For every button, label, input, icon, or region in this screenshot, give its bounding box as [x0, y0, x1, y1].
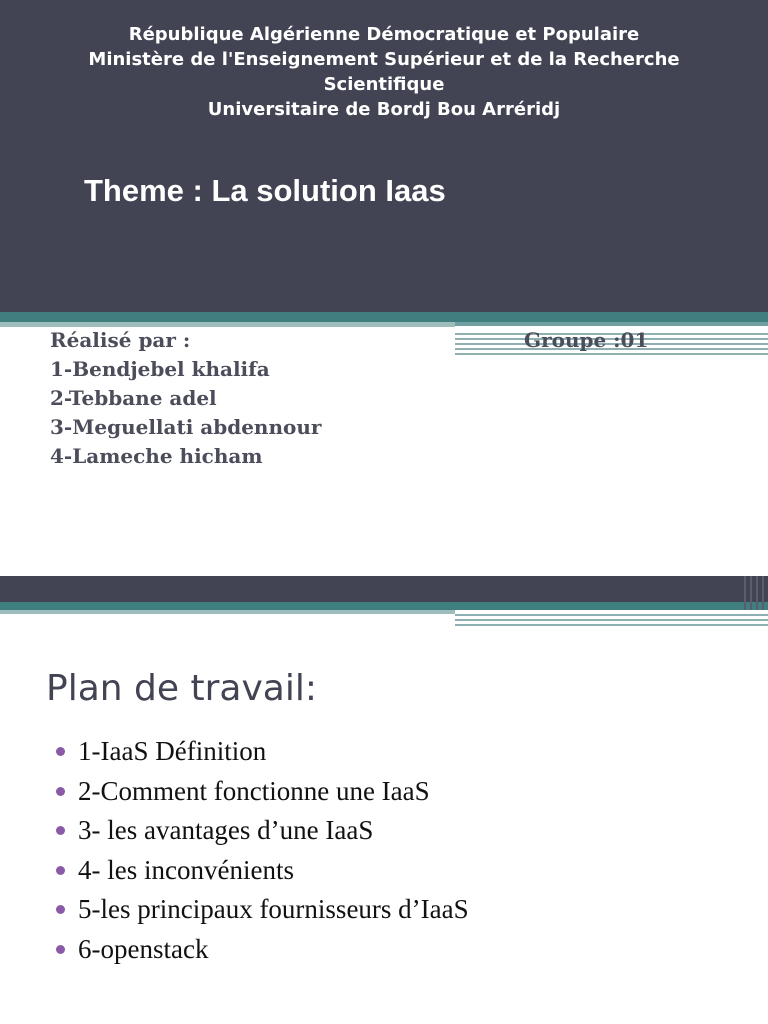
decorative-vertical-stripe [756, 576, 758, 610]
plan-item-text: 2-Comment fonctionne une IaaS [78, 775, 430, 806]
realise-par-label: Réalisé par : [50, 328, 191, 352]
decorative-stripe [455, 624, 768, 626]
plan-title: Plan de travail: [46, 668, 317, 709]
author-1: 1-Bendjebel khalifa [50, 357, 270, 381]
plan-item [56, 811, 469, 851]
bullet-dot-icon [56, 905, 65, 914]
bullet-dot-icon [56, 747, 65, 756]
plan-item-text: 4- les inconvénients [78, 854, 294, 885]
institution-line-republic: République Algérienne Démocratique et Populaire [128, 24, 640, 45]
institution-block [0, 22, 768, 122]
decorative-vertical-stripe [762, 576, 764, 610]
plan-slide [0, 576, 768, 1024]
presentation-theme: Theme : La solution Iaas [84, 173, 446, 208]
plan-item-text: 6-openstack [78, 933, 209, 964]
author-3: 3-Meguellati abdennour [50, 415, 322, 439]
authors-block [50, 326, 321, 471]
group-number: Groupe :01 [524, 328, 649, 352]
plan-item [56, 732, 469, 772]
plan-list [56, 732, 469, 969]
author-4: 4-Lameche hicham [50, 444, 263, 468]
bullet-dot-icon [56, 826, 65, 835]
bullet-dot-icon [56, 787, 65, 796]
plan-item [56, 772, 469, 812]
author-2: 2-Tebbane adel [50, 386, 217, 410]
bullet-dot-icon [56, 945, 65, 954]
teal-divider [0, 602, 768, 610]
plan-item [56, 930, 469, 970]
decorative-vertical-stripe [750, 576, 752, 610]
institution-line-ministry: Ministère de l'Enseignement Supérieur et de la Recherche [88, 49, 680, 70]
plan-header-band [0, 576, 768, 602]
plan-item [56, 851, 469, 891]
plan-item [56, 890, 469, 930]
plan-item-text: 5-les principaux fournisseurs d’IaaS [78, 894, 469, 924]
institution-line-scientific: Scientifique [323, 74, 445, 95]
plan-item-text: 3- les avantages d’une IaaS [78, 815, 374, 845]
decorative-stripe [455, 614, 768, 616]
decorative-vertical-stripe [744, 576, 746, 610]
title-header-band [0, 0, 768, 312]
institution-line-university: Universitaire de Bordj Bou Arréridj [207, 99, 561, 120]
light-teal-divider [0, 610, 455, 614]
decorative-stripe [455, 619, 768, 621]
teal-divider [0, 312, 768, 322]
bullet-dot-icon [56, 866, 65, 875]
plan-item-text: 1-IaaS Définition [78, 736, 267, 766]
